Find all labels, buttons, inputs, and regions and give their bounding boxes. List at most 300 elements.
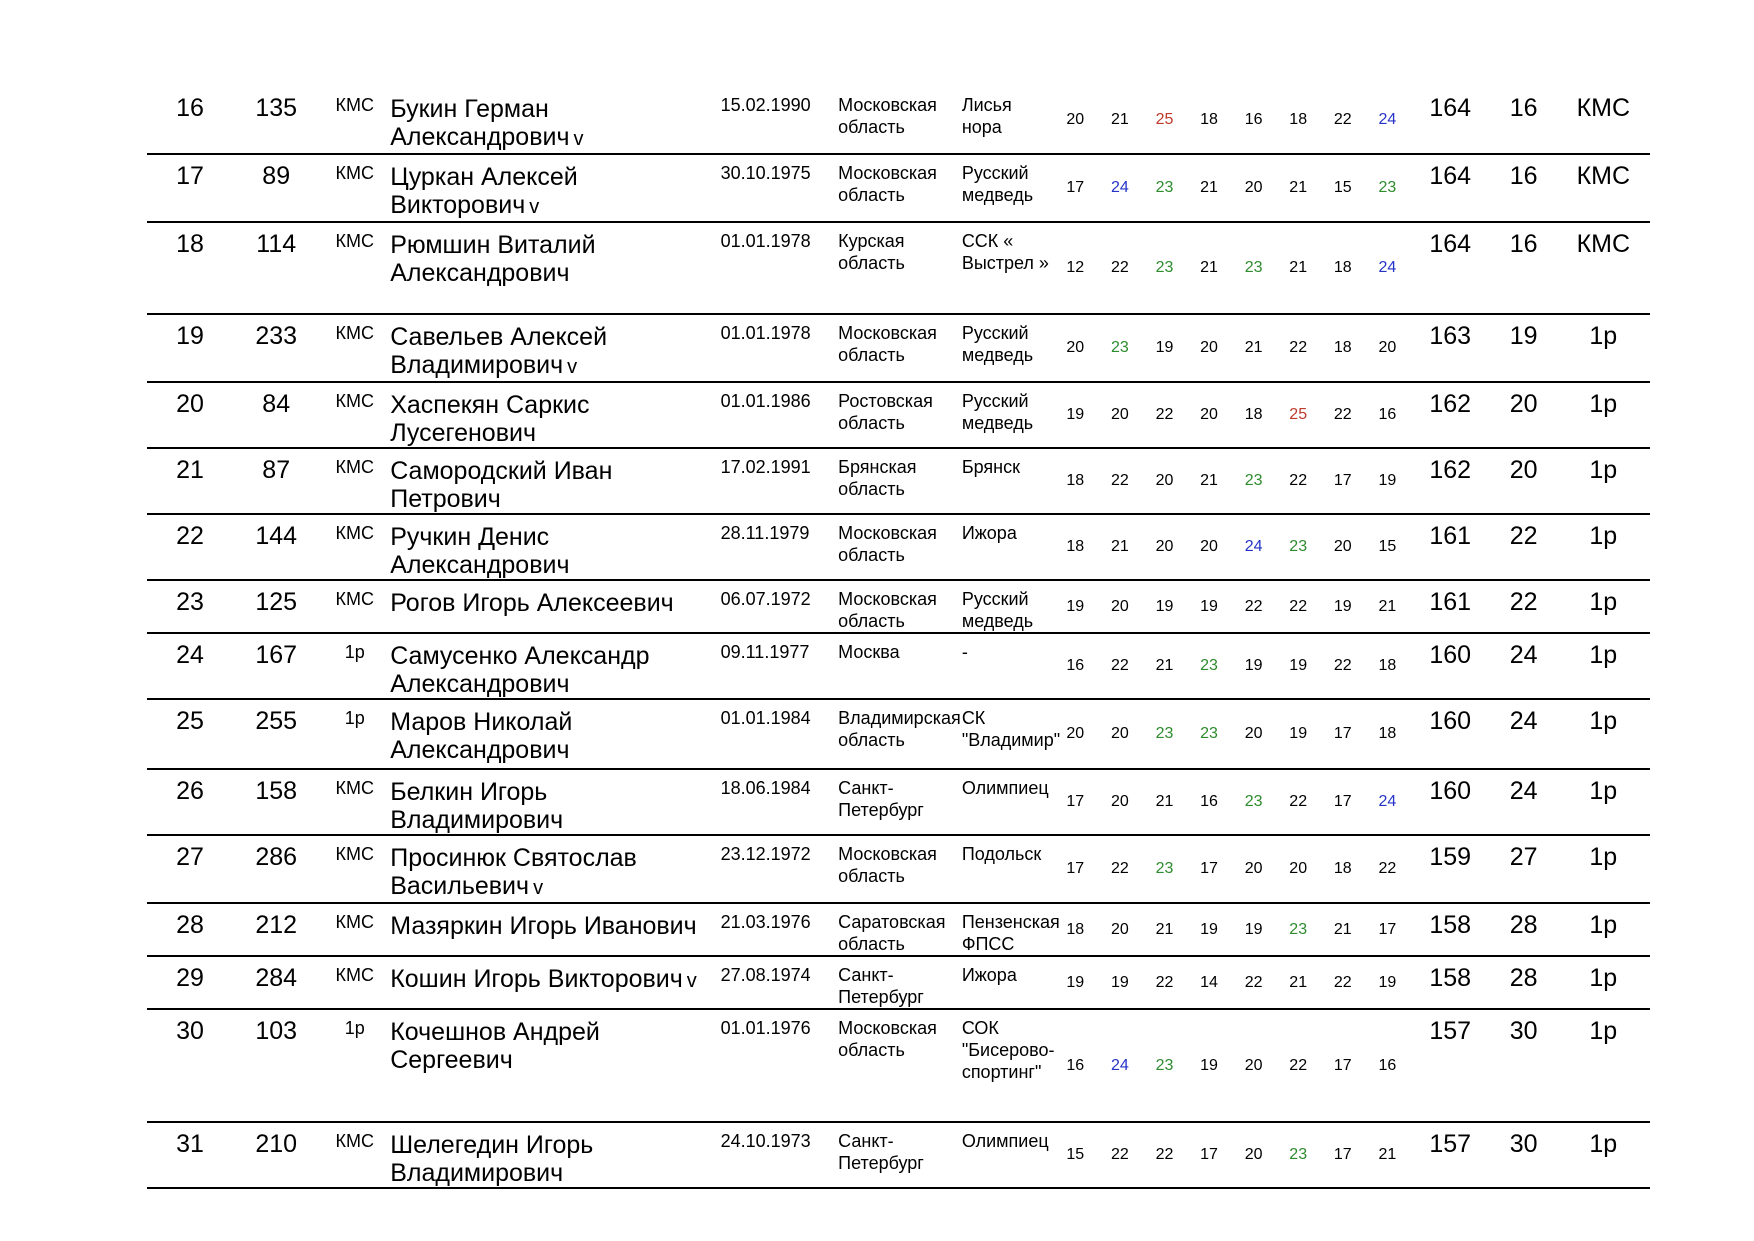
birth-date-cell: 27.08.1974	[721, 956, 839, 1009]
birth-date-cell: 30.10.1975	[721, 154, 839, 222]
place-cell: 21	[147, 448, 233, 514]
category-cell: 1р	[1557, 903, 1650, 956]
series-score-cell: 19	[1142, 314, 1187, 382]
athlete-name: Рюмшин Виталий Александрович	[390, 231, 596, 287]
total-cell: 163	[1410, 314, 1491, 382]
birth-date-cell: 01.01.1978	[721, 222, 839, 314]
position-cell: 20	[1491, 382, 1557, 448]
series-score-cell: 22	[1142, 956, 1187, 1009]
bib-number-cell: 286	[233, 835, 319, 903]
position-cell: 16	[1491, 87, 1557, 154]
series-score-cell: 21	[1276, 154, 1321, 222]
club-cell: СОК "Бисерово-спортинг"	[962, 1009, 1053, 1122]
place-cell: 29	[147, 956, 233, 1009]
check-mark: v	[573, 128, 584, 150]
athlete-name-cell	[390, 956, 720, 1009]
birth-date-cell: 01.01.1978	[721, 314, 839, 382]
position-cell: 22	[1491, 514, 1557, 580]
place-cell: 24	[147, 633, 233, 699]
athlete-name: Самородский Иван Петрович	[390, 457, 613, 513]
series-score-cell: 21	[1276, 222, 1321, 314]
club-cell: Русский медведь	[962, 314, 1053, 382]
series-score-cell: 22	[1231, 580, 1276, 633]
total-cell: 162	[1410, 448, 1491, 514]
rank-cell: КМС	[319, 87, 390, 154]
series-score-cell: 17	[1320, 699, 1365, 769]
athlete-name: Кочешнов Андрей Сергеевич	[390, 1018, 600, 1074]
series-score-cell: 20	[1142, 448, 1187, 514]
total-cell: 164	[1410, 222, 1491, 314]
series-score-cell: 17	[1187, 835, 1232, 903]
results-table	[147, 87, 1650, 1189]
series-score-cell: 20	[1187, 314, 1232, 382]
series-score-cell: 20	[1320, 514, 1365, 580]
series-score-cell: 20	[1276, 835, 1321, 903]
series-score-cell: 23	[1276, 514, 1321, 580]
series-score-cell: 18	[1053, 514, 1098, 580]
bib-number-cell: 125	[233, 580, 319, 633]
series-score-cell: 17	[1053, 835, 1098, 903]
birth-date-cell: 18.06.1984	[721, 769, 839, 835]
series-score-cell: 21	[1276, 956, 1321, 1009]
series-score-cell: 16	[1053, 1009, 1098, 1122]
rank-cell: КМС	[319, 514, 390, 580]
series-score-cell: 24	[1098, 154, 1143, 222]
table-row	[147, 769, 1650, 835]
series-score-cell: 23	[1142, 222, 1187, 314]
athlete-name: Мазяркин Игорь Иванович	[390, 912, 697, 940]
series-score-cell: 15	[1053, 1122, 1098, 1188]
position-cell: 16	[1491, 154, 1557, 222]
series-score-cell: 18	[1320, 835, 1365, 903]
series-score-cell: 16	[1365, 1009, 1410, 1122]
category-cell: 1р	[1557, 1122, 1650, 1188]
position-cell: 19	[1491, 314, 1557, 382]
series-score-cell: 16	[1365, 382, 1410, 448]
club-cell: Олимпиец	[962, 1122, 1053, 1188]
position-cell: 22	[1491, 580, 1557, 633]
series-score-cell: 20	[1098, 699, 1143, 769]
region-cell: Московская область	[838, 514, 962, 580]
table-row	[147, 835, 1650, 903]
series-score-cell: 20	[1231, 154, 1276, 222]
series-score-cell: 18	[1365, 699, 1410, 769]
series-score-cell: 19	[1276, 633, 1321, 699]
place-cell: 17	[147, 154, 233, 222]
series-score-cell: 21	[1320, 903, 1365, 956]
series-score-cell: 20	[1098, 382, 1143, 448]
place-cell: 19	[147, 314, 233, 382]
series-score-cell: 20	[1142, 514, 1187, 580]
series-score-cell: 15	[1365, 514, 1410, 580]
total-cell: 161	[1410, 514, 1491, 580]
region-cell: Московская область	[838, 314, 962, 382]
series-score-cell: 19	[1053, 382, 1098, 448]
series-score-cell: 20	[1231, 699, 1276, 769]
birth-date-cell: 28.11.1979	[721, 514, 839, 580]
total-cell: 157	[1410, 1122, 1491, 1188]
region-cell: Московская область	[838, 87, 962, 154]
rank-cell: КМС	[319, 835, 390, 903]
series-score-cell: 16	[1187, 769, 1232, 835]
bib-number-cell: 84	[233, 382, 319, 448]
table-row	[147, 1009, 1650, 1122]
bib-number-cell: 158	[233, 769, 319, 835]
series-score-cell: 21	[1231, 314, 1276, 382]
category-cell: КМС	[1557, 222, 1650, 314]
place-cell: 25	[147, 699, 233, 769]
series-score-cell: 17	[1365, 903, 1410, 956]
region-cell: Ростовская область	[838, 382, 962, 448]
series-score-cell: 20	[1053, 699, 1098, 769]
series-score-cell: 17	[1187, 1122, 1232, 1188]
bib-number-cell: 212	[233, 903, 319, 956]
series-score-cell: 23	[1187, 633, 1232, 699]
category-cell: 1р	[1557, 314, 1650, 382]
results-sheet	[147, 87, 1650, 1189]
series-score-cell: 22	[1276, 314, 1321, 382]
total-cell: 159	[1410, 835, 1491, 903]
birth-date-cell: 01.01.1976	[721, 1009, 839, 1122]
category-cell: 1р	[1557, 835, 1650, 903]
series-score-cell: 21	[1365, 580, 1410, 633]
bib-number-cell: 135	[233, 87, 319, 154]
region-cell: Московская область	[838, 835, 962, 903]
position-cell: 28	[1491, 956, 1557, 1009]
athlete-name-cell	[390, 382, 720, 448]
total-cell: 162	[1410, 382, 1491, 448]
athlete-name-cell	[390, 699, 720, 769]
bib-number-cell: 255	[233, 699, 319, 769]
athlete-name: Савельев Алексей Владимирович	[390, 323, 608, 379]
club-cell: Ижора	[962, 956, 1053, 1009]
series-score-cell: 22	[1098, 633, 1143, 699]
rank-cell: КМС	[319, 580, 390, 633]
series-score-cell: 19	[1142, 580, 1187, 633]
series-score-cell: 23	[1231, 448, 1276, 514]
position-cell: 30	[1491, 1122, 1557, 1188]
series-score-cell: 20	[1231, 835, 1276, 903]
series-score-cell: 22	[1098, 1122, 1143, 1188]
series-score-cell: 19	[1231, 633, 1276, 699]
series-score-cell: 22	[1276, 1009, 1321, 1122]
check-mark: v	[686, 970, 697, 992]
club-cell: Подольск	[962, 835, 1053, 903]
table-row	[147, 699, 1650, 769]
athlete-name: Белкин Игорь Владимирович	[390, 778, 564, 834]
region-cell: Москва	[838, 633, 962, 699]
position-cell: 20	[1491, 448, 1557, 514]
check-mark: v	[529, 196, 540, 218]
series-score-cell: 18	[1276, 87, 1321, 154]
rank-cell: 1р	[319, 1009, 390, 1122]
series-score-cell: 23	[1276, 903, 1321, 956]
series-score-cell: 22	[1365, 835, 1410, 903]
series-score-cell: 20	[1053, 87, 1098, 154]
series-score-cell: 24	[1365, 769, 1410, 835]
series-score-cell: 19	[1365, 956, 1410, 1009]
series-score-cell: 23	[1142, 835, 1187, 903]
series-score-cell: 14	[1187, 956, 1232, 1009]
category-cell: 1р	[1557, 1009, 1650, 1122]
series-score-cell: 21	[1365, 1122, 1410, 1188]
bib-number-cell: 210	[233, 1122, 319, 1188]
region-cell: Московская область	[838, 580, 962, 633]
series-score-cell: 20	[1187, 382, 1232, 448]
birth-date-cell: 24.10.1973	[721, 1122, 839, 1188]
total-cell: 164	[1410, 154, 1491, 222]
athlete-name-cell	[390, 1009, 720, 1122]
series-score-cell: 18	[1187, 87, 1232, 154]
place-cell: 22	[147, 514, 233, 580]
place-cell: 26	[147, 769, 233, 835]
series-score-cell: 19	[1231, 903, 1276, 956]
category-cell: 1р	[1557, 699, 1650, 769]
bib-number-cell: 89	[233, 154, 319, 222]
rank-cell: 1р	[319, 633, 390, 699]
athlete-name-cell	[390, 314, 720, 382]
table-row	[147, 514, 1650, 580]
athlete-name: Рогов Игорь Алексеевич	[390, 589, 674, 617]
series-score-cell: 23	[1365, 154, 1410, 222]
table-row	[147, 903, 1650, 956]
results-table-body	[147, 87, 1650, 1188]
club-cell: Русский медведь	[962, 382, 1053, 448]
series-score-cell: 16	[1231, 87, 1276, 154]
bib-number-cell: 167	[233, 633, 319, 699]
position-cell: 28	[1491, 903, 1557, 956]
series-score-cell: 23	[1142, 1009, 1187, 1122]
series-score-cell: 21	[1187, 154, 1232, 222]
table-row	[147, 222, 1650, 314]
series-score-cell: 22	[1320, 382, 1365, 448]
rank-cell: КМС	[319, 382, 390, 448]
series-score-cell: 19	[1053, 956, 1098, 1009]
club-cell: ССК « Выстрел »	[962, 222, 1053, 314]
series-score-cell: 22	[1142, 382, 1187, 448]
position-cell: 24	[1491, 699, 1557, 769]
category-cell: КМС	[1557, 87, 1650, 154]
place-cell: 30	[147, 1009, 233, 1122]
series-score-cell: 20	[1365, 314, 1410, 382]
athlete-name-cell	[390, 903, 720, 956]
table-row	[147, 154, 1650, 222]
birth-date-cell: 17.02.1991	[721, 448, 839, 514]
table-row	[147, 956, 1650, 1009]
position-cell: 24	[1491, 633, 1557, 699]
total-cell: 158	[1410, 903, 1491, 956]
series-score-cell: 20	[1231, 1122, 1276, 1188]
athlete-name: Хаспекян Саркис Лусегенович	[390, 391, 590, 447]
series-score-cell: 19	[1187, 903, 1232, 956]
club-cell: Русский медведь	[962, 154, 1053, 222]
region-cell: Саратовская область	[838, 903, 962, 956]
series-score-cell: 24	[1365, 87, 1410, 154]
series-score-cell: 24	[1231, 514, 1276, 580]
athlete-name: Просинюк Святослав Васильевич	[390, 844, 637, 900]
birth-date-cell: 23.12.1972	[721, 835, 839, 903]
athlete-name-cell	[390, 1122, 720, 1188]
place-cell: 23	[147, 580, 233, 633]
table-row	[147, 382, 1650, 448]
series-score-cell: 25	[1276, 382, 1321, 448]
athlete-name: Букин Герман Александрович	[390, 95, 570, 151]
check-mark: v	[533, 877, 544, 899]
athlete-name: Кошин Игорь Викторович	[390, 965, 683, 993]
category-cell: 1р	[1557, 382, 1650, 448]
region-cell: Санкт-Петербург	[838, 956, 962, 1009]
series-score-cell: 16	[1053, 633, 1098, 699]
athlete-name: Самусенко Александр Александрович	[390, 642, 650, 698]
series-score-cell: 22	[1276, 580, 1321, 633]
total-cell: 164	[1410, 87, 1491, 154]
check-mark: v	[567, 356, 578, 378]
series-score-cell: 22	[1098, 835, 1143, 903]
series-score-cell: 23	[1187, 699, 1232, 769]
table-row	[147, 1122, 1650, 1188]
series-score-cell: 19	[1187, 1009, 1232, 1122]
athlete-name: Цуркан Алексей Викторович	[390, 163, 578, 219]
series-score-cell: 22	[1098, 448, 1143, 514]
place-cell: 31	[147, 1122, 233, 1188]
series-score-cell: 22	[1276, 448, 1321, 514]
athlete-name-cell	[390, 633, 720, 699]
total-cell: 161	[1410, 580, 1491, 633]
table-row	[147, 87, 1650, 154]
category-cell: 1р	[1557, 580, 1650, 633]
athlete-name-cell	[390, 222, 720, 314]
series-score-cell: 17	[1320, 1122, 1365, 1188]
athlete-name: Шелегедин Игорь Владимирович	[390, 1131, 594, 1187]
table-row	[147, 448, 1650, 514]
athlete-name-cell	[390, 87, 720, 154]
series-score-cell: 23	[1098, 314, 1143, 382]
birth-date-cell: 15.02.1990	[721, 87, 839, 154]
place-cell: 16	[147, 87, 233, 154]
rank-cell: КМС	[319, 222, 390, 314]
athlete-name-cell	[390, 514, 720, 580]
place-cell: 28	[147, 903, 233, 956]
table-row	[147, 633, 1650, 699]
series-score-cell: 18	[1053, 903, 1098, 956]
series-score-cell: 23	[1231, 769, 1276, 835]
series-score-cell: 24	[1098, 1009, 1143, 1122]
category-cell: 1р	[1557, 448, 1650, 514]
place-cell: 20	[147, 382, 233, 448]
club-cell: Пензенская ФПСС	[962, 903, 1053, 956]
series-score-cell: 22	[1320, 87, 1365, 154]
position-cell: 24	[1491, 769, 1557, 835]
series-score-cell: 17	[1320, 769, 1365, 835]
series-score-cell: 21	[1098, 514, 1143, 580]
series-score-cell: 22	[1320, 956, 1365, 1009]
total-cell: 158	[1410, 956, 1491, 1009]
series-score-cell: 12	[1053, 222, 1098, 314]
series-score-cell: 18	[1365, 633, 1410, 699]
series-score-cell: 22	[1231, 956, 1276, 1009]
region-cell: Владимирская область	[838, 699, 962, 769]
series-score-cell: 23	[1142, 699, 1187, 769]
series-score-cell: 21	[1142, 903, 1187, 956]
position-cell: 30	[1491, 1009, 1557, 1122]
athlete-name-cell	[390, 448, 720, 514]
total-cell: 160	[1410, 633, 1491, 699]
position-cell: 16	[1491, 222, 1557, 314]
series-score-cell: 18	[1320, 314, 1365, 382]
bib-number-cell: 114	[233, 222, 319, 314]
series-score-cell: 17	[1053, 154, 1098, 222]
club-cell: -	[962, 633, 1053, 699]
total-cell: 160	[1410, 769, 1491, 835]
birth-date-cell: 21.03.1976	[721, 903, 839, 956]
athlete-name-cell	[390, 154, 720, 222]
club-cell: Русский медведь	[962, 580, 1053, 633]
series-score-cell: 18	[1053, 448, 1098, 514]
category-cell: 1р	[1557, 514, 1650, 580]
rank-cell: КМС	[319, 956, 390, 1009]
series-score-cell: 19	[1276, 699, 1321, 769]
bib-number-cell: 233	[233, 314, 319, 382]
rank-cell: КМС	[319, 903, 390, 956]
series-score-cell: 24	[1365, 222, 1410, 314]
rank-cell: КМС	[319, 769, 390, 835]
category-cell: КМС	[1557, 154, 1650, 222]
place-cell: 18	[147, 222, 233, 314]
series-score-cell: 20	[1098, 903, 1143, 956]
series-score-cell: 19	[1320, 580, 1365, 633]
series-score-cell: 18	[1231, 382, 1276, 448]
series-score-cell: 17	[1053, 769, 1098, 835]
athlete-name: Ручкин Денис Александрович	[390, 523, 570, 579]
series-score-cell: 23	[1142, 154, 1187, 222]
position-cell: 27	[1491, 835, 1557, 903]
series-score-cell: 20	[1098, 580, 1143, 633]
series-score-cell: 18	[1320, 222, 1365, 314]
club-cell: Лисья нора	[962, 87, 1053, 154]
region-cell: Брянская область	[838, 448, 962, 514]
bib-number-cell: 284	[233, 956, 319, 1009]
series-score-cell: 22	[1098, 222, 1143, 314]
series-score-cell: 21	[1187, 448, 1232, 514]
category-cell: 1р	[1557, 956, 1650, 1009]
total-cell: 160	[1410, 699, 1491, 769]
club-cell: Брянск	[962, 448, 1053, 514]
series-score-cell: 20	[1098, 769, 1143, 835]
series-score-cell: 21	[1142, 633, 1187, 699]
athlete-name-cell	[390, 580, 720, 633]
club-cell: Олимпиец	[962, 769, 1053, 835]
region-cell: Курская область	[838, 222, 962, 314]
rank-cell: КМС	[319, 448, 390, 514]
birth-date-cell: 09.11.1977	[721, 633, 839, 699]
series-score-cell: 23	[1276, 1122, 1321, 1188]
birth-date-cell: 06.07.1972	[721, 580, 839, 633]
category-cell: 1р	[1557, 769, 1650, 835]
rank-cell: КМС	[319, 314, 390, 382]
series-score-cell: 20	[1053, 314, 1098, 382]
place-cell: 27	[147, 835, 233, 903]
total-cell: 157	[1410, 1009, 1491, 1122]
series-score-cell: 17	[1320, 448, 1365, 514]
bib-number-cell: 87	[233, 448, 319, 514]
table-row	[147, 314, 1650, 382]
bib-number-cell: 144	[233, 514, 319, 580]
series-score-cell: 22	[1276, 769, 1321, 835]
series-score-cell: 25	[1142, 87, 1187, 154]
series-score-cell: 21	[1142, 769, 1187, 835]
table-row	[147, 580, 1650, 633]
birth-date-cell: 01.01.1986	[721, 382, 839, 448]
